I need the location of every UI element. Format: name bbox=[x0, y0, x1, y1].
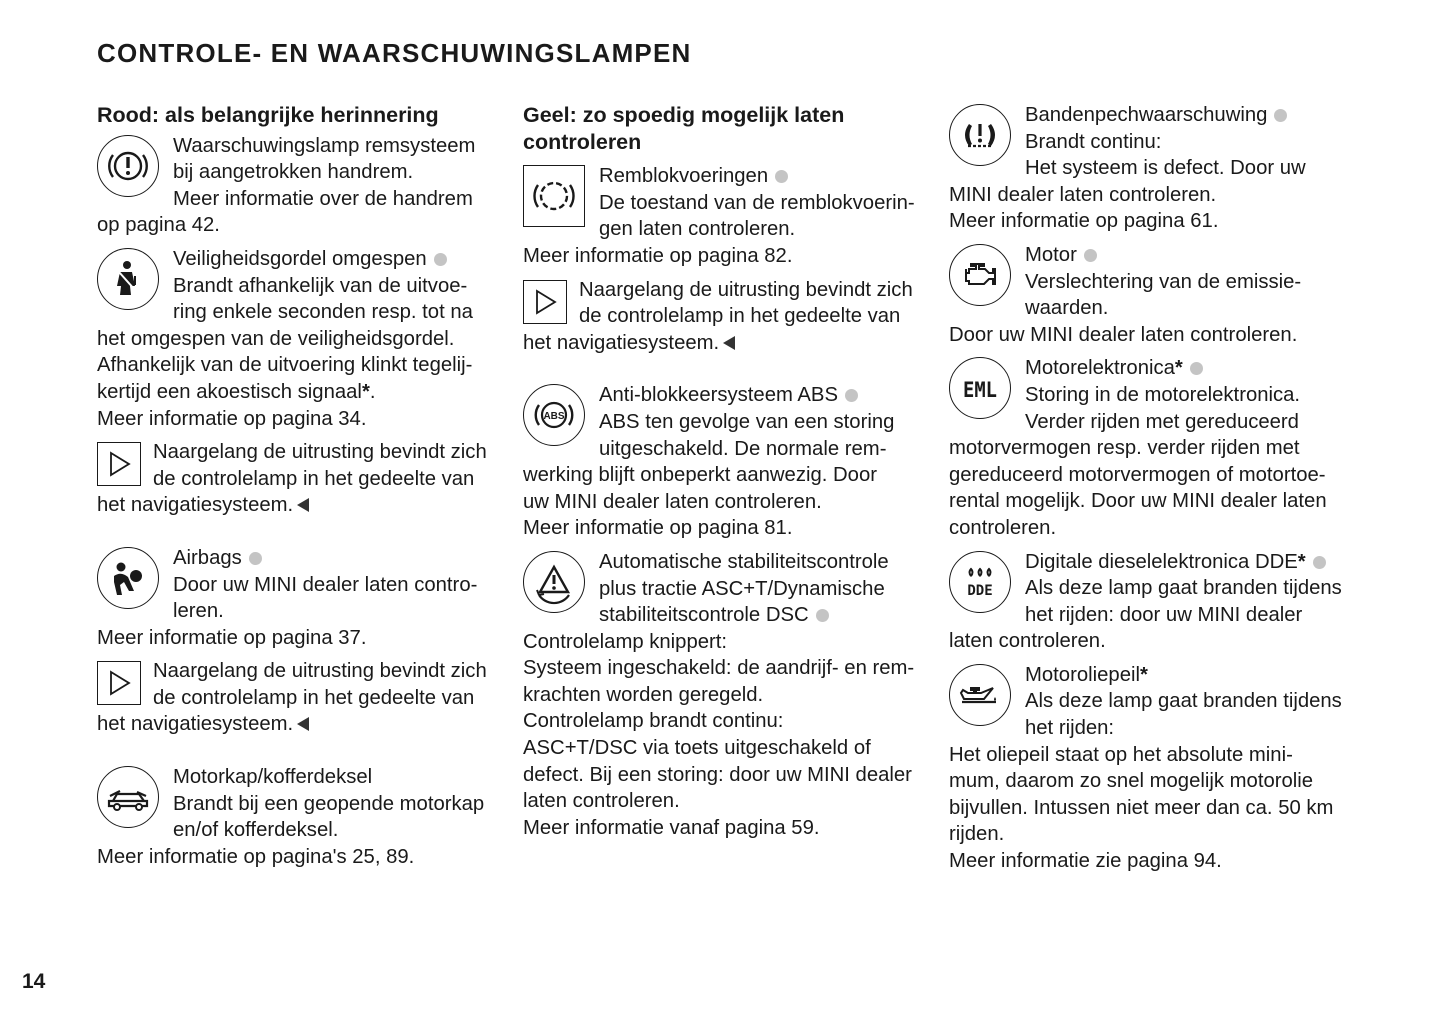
nav-note-line: de controlelamp in het gedeelte van bbox=[153, 686, 475, 709]
entry-engine bbox=[949, 242, 1359, 348]
red-heading: Rood: als belangrijke herinnering bbox=[97, 103, 439, 127]
eml-line: rental mogelijk. Door uw MINI dealer laten bbox=[949, 490, 1327, 513]
indicator-dot bbox=[1190, 362, 1203, 375]
eml-title-line bbox=[949, 355, 1359, 382]
entry-brake-pads bbox=[523, 163, 935, 269]
eml-line: Storing in de motorelektronica. bbox=[1025, 383, 1301, 406]
yellow-heading: Geel: zo spoedig mogelijk laten controleren bbox=[523, 103, 845, 154]
oil-title: Motoroliepeil bbox=[1025, 663, 1140, 686]
seatbelt-signal-line bbox=[97, 379, 509, 406]
brake-line: op pagina 42. bbox=[97, 214, 220, 237]
nav-note-line: Naargelang de uitrusting bevindt zich bbox=[153, 660, 487, 683]
tyre-line: Het systeem is defect. Door uw bbox=[1025, 157, 1306, 180]
dde-line: het rijden: door uw MINI dealer bbox=[1025, 603, 1303, 626]
asterisk: * bbox=[1139, 663, 1148, 686]
oil-line: mum, daarom zo snel mogelijk motorolie bbox=[949, 770, 1314, 793]
play-triangle-icon bbox=[97, 661, 141, 705]
oil-title-line bbox=[949, 662, 1359, 689]
abs-line: ABS ten gevolge van een storing bbox=[599, 410, 895, 433]
dde-line: Als deze lamp gaat branden tijdens bbox=[1025, 577, 1342, 600]
oil-line: Meer informatie zie pagina 94. bbox=[949, 850, 1222, 873]
eml-line: gereduceerd motorvermogen of motortoe- bbox=[949, 463, 1326, 486]
airbags-title: Airbags bbox=[173, 546, 242, 569]
stability-control-icon bbox=[523, 551, 585, 613]
dsc-title: Automatische stabiliteitscontrole bbox=[599, 550, 889, 573]
dsc-line: laten controleren. bbox=[523, 790, 680, 813]
abs-title: Anti-blokkeersysteem ABS bbox=[599, 384, 838, 407]
seatbelt-line: het omgespen van de veiligheidsgordel. bbox=[97, 327, 455, 350]
seatbelt-line: Meer informatie op pagina 34. bbox=[97, 407, 367, 430]
dsc-line: ASC+T/DSC via toets uitgeschakeld of bbox=[523, 737, 871, 760]
dsc-title-line bbox=[523, 602, 935, 629]
oil-line: het rijden: bbox=[1025, 717, 1115, 740]
dde-title-line bbox=[949, 549, 1359, 576]
tyre-line: Meer informatie op pagina 61. bbox=[949, 210, 1219, 233]
eml-icon bbox=[949, 357, 1011, 419]
brake-pads-line: Meer informatie op pagina 82. bbox=[523, 244, 793, 267]
column-yellow bbox=[523, 102, 935, 848]
end-marker-icon bbox=[297, 498, 309, 512]
bonnet-line: Meer informatie op pagina's 25, 89. bbox=[97, 845, 415, 868]
entry-abs bbox=[523, 382, 935, 542]
entry-oil bbox=[949, 662, 1359, 875]
airbags-line: leren. bbox=[173, 600, 224, 623]
eml-line: motorvermogen resp. verder rijden met bbox=[949, 437, 1300, 460]
airbags-title-line bbox=[97, 545, 509, 572]
brake-pad-icon bbox=[523, 165, 585, 227]
entry-seatbelt bbox=[97, 246, 509, 432]
nav-note-line: het navigatiesysteem. bbox=[97, 713, 294, 736]
abs-line: werking blijft onbeperkt aanwezig. Door bbox=[523, 464, 877, 487]
brake-line: Meer informatie over de handrem bbox=[173, 187, 473, 210]
column-red bbox=[97, 102, 509, 877]
entry-airbags bbox=[97, 545, 509, 651]
column-right bbox=[949, 102, 1359, 882]
dsc-line: Meer informatie vanaf pagina 59. bbox=[523, 816, 820, 839]
nav-note-line: het navigatiesysteem. bbox=[97, 494, 294, 517]
seatbelt-line: ring enkele seconden resp. tot na bbox=[173, 301, 473, 324]
indicator-dot bbox=[775, 170, 788, 183]
dsc-line: Controlelamp knippert: bbox=[523, 630, 728, 653]
entry-dde bbox=[949, 549, 1359, 655]
oil-level-icon bbox=[949, 664, 1011, 726]
nav-note-line: Naargelang de uitrusting bevindt zich bbox=[579, 278, 913, 301]
brake-pads-line: gen laten controleren. bbox=[599, 218, 796, 241]
nav-note-line: Naargelang de uitrusting bevindt zich bbox=[153, 441, 487, 464]
dde-icon bbox=[949, 551, 1011, 613]
entry-dsc bbox=[523, 549, 935, 842]
tyre-title: Bandenpechwaarschuwing bbox=[1025, 104, 1268, 126]
indicator-dot bbox=[816, 609, 829, 622]
eml-line: controleren. bbox=[949, 516, 1057, 539]
nav-note-line: het navigatiesysteem. bbox=[523, 331, 720, 354]
brake-warning-icon bbox=[97, 135, 159, 197]
oil-line: Het oliepeil staat op het absolute mini- bbox=[949, 743, 1293, 766]
tyre-title-line bbox=[949, 102, 1359, 129]
nav-note-line: de controlelamp in het gedeelte van bbox=[153, 467, 475, 490]
dsc-line: Systeem ingeschakeld: de aandrijf- en rem- bbox=[523, 657, 915, 680]
nav-note bbox=[97, 658, 509, 738]
eml-title: Motorelektronica bbox=[1025, 357, 1175, 380]
abs-line: uw MINI dealer laten controleren. bbox=[523, 490, 822, 513]
bonnet-line: en/of kofferdeksel. bbox=[173, 819, 339, 842]
page-title: CONTROLE- EN WAARSCHUWINGSLAMPEN bbox=[97, 38, 692, 68]
abs-line: uitgeschakeld. De normale rem- bbox=[599, 437, 887, 460]
airbags-line: Door uw MINI dealer laten contro- bbox=[173, 573, 478, 596]
engine-line: Verslechtering van de emissie- bbox=[1025, 270, 1302, 293]
tyre-pressure-icon bbox=[949, 104, 1011, 166]
end-marker-icon bbox=[297, 717, 309, 731]
dsc-title: plus tractie ASC+T/Dynamische bbox=[599, 577, 885, 600]
entry-eml bbox=[949, 355, 1359, 541]
entry-brake bbox=[97, 133, 509, 239]
oil-line: rijden. bbox=[949, 823, 1005, 846]
engine-title-line bbox=[949, 242, 1359, 269]
abs-icon-text: ABS bbox=[543, 411, 565, 423]
indicator-dot bbox=[249, 552, 262, 565]
airbags-line: Meer informatie op pagina 37. bbox=[97, 626, 367, 649]
dsc-line: defect. Bij een storing: door uw MINI dealer bbox=[523, 763, 912, 786]
engine-icon bbox=[949, 244, 1011, 306]
indicator-dot bbox=[845, 389, 858, 402]
brake-line: Waarschuwingslamp remsysteem bbox=[173, 134, 476, 157]
page-number: 14 bbox=[22, 970, 46, 993]
eml-line: Verder rijden met gereduceerd bbox=[1025, 410, 1299, 433]
seatbelt-title-line bbox=[97, 246, 509, 273]
abs-line: Meer informatie op pagina 81. bbox=[523, 517, 793, 540]
bonnet-trunk-icon bbox=[97, 766, 159, 828]
asterisk: * bbox=[1297, 550, 1306, 573]
indicator-dot bbox=[434, 253, 447, 266]
eml-icon-text: EML bbox=[963, 378, 997, 403]
entry-tyre bbox=[949, 102, 1359, 235]
tyre-line: Brandt continu: bbox=[1025, 130, 1162, 153]
nav-note-end bbox=[97, 492, 509, 519]
dde-title: Digitale dieselelektronica DDE bbox=[1025, 550, 1298, 573]
brake-pads-title: Remblokvoeringen bbox=[599, 165, 769, 188]
asterisk: * bbox=[361, 380, 370, 403]
indicator-dot bbox=[1084, 249, 1097, 262]
dde-line: laten controleren. bbox=[949, 630, 1106, 653]
period: . bbox=[369, 380, 376, 403]
dsc-line: Controlelamp brandt continu: bbox=[523, 710, 784, 733]
asterisk: * bbox=[1174, 357, 1183, 380]
dsc-line: krachten worden geregeld. bbox=[523, 683, 764, 706]
tyre-line: MINI dealer laten controleren. bbox=[949, 183, 1217, 206]
bonnet-line: Brandt bij een geopende motorkap bbox=[173, 792, 485, 815]
indicator-dot bbox=[1274, 109, 1287, 122]
dde-icon-text: DDE bbox=[967, 582, 993, 599]
airbag-icon bbox=[97, 547, 159, 609]
nav-note-end bbox=[97, 711, 509, 738]
play-triangle-icon bbox=[523, 280, 567, 324]
indicator-dot bbox=[1313, 556, 1326, 569]
nav-note-line: de controlelamp in het gedeelte van bbox=[579, 305, 901, 328]
end-marker-icon bbox=[723, 336, 735, 350]
brake-pads-line: De toestand van de remblokvoerin- bbox=[599, 191, 915, 214]
seatbelt-title: Veiligheidsgordel omgespen bbox=[173, 247, 427, 270]
nav-note-end bbox=[523, 330, 935, 357]
nav-note bbox=[523, 277, 935, 357]
seatbelt-icon bbox=[97, 248, 159, 310]
seatbelt-line: Brandt afhankelijk van de uitvoe- bbox=[173, 274, 468, 297]
engine-line: Door uw MINI dealer laten controleren. bbox=[949, 323, 1298, 346]
bonnet-title: Motorkap/kofferdeksel bbox=[173, 766, 373, 789]
oil-line: bijvullen. Intussen niet meer dan ca. 50 km bbox=[949, 796, 1334, 819]
brake-line: bij aangetrokken handrem. bbox=[173, 161, 414, 184]
seatbelt-line: kertijd een akoestisch signaal bbox=[97, 380, 362, 403]
abs-icon bbox=[523, 384, 585, 446]
nav-note bbox=[97, 439, 509, 519]
play-triangle-icon bbox=[97, 442, 141, 486]
seatbelt-line: Afhankelijk van de uitvoering klinkt tegelij- bbox=[97, 354, 473, 377]
oil-line: Als deze lamp gaat branden tijdens bbox=[1025, 690, 1342, 713]
dsc-title: stabiliteitscontrole DSC bbox=[599, 604, 809, 627]
abs-title-line bbox=[523, 382, 935, 409]
entry-bonnet bbox=[97, 764, 509, 870]
engine-line: waarden. bbox=[1025, 297, 1109, 320]
engine-title: Motor bbox=[1025, 243, 1077, 266]
